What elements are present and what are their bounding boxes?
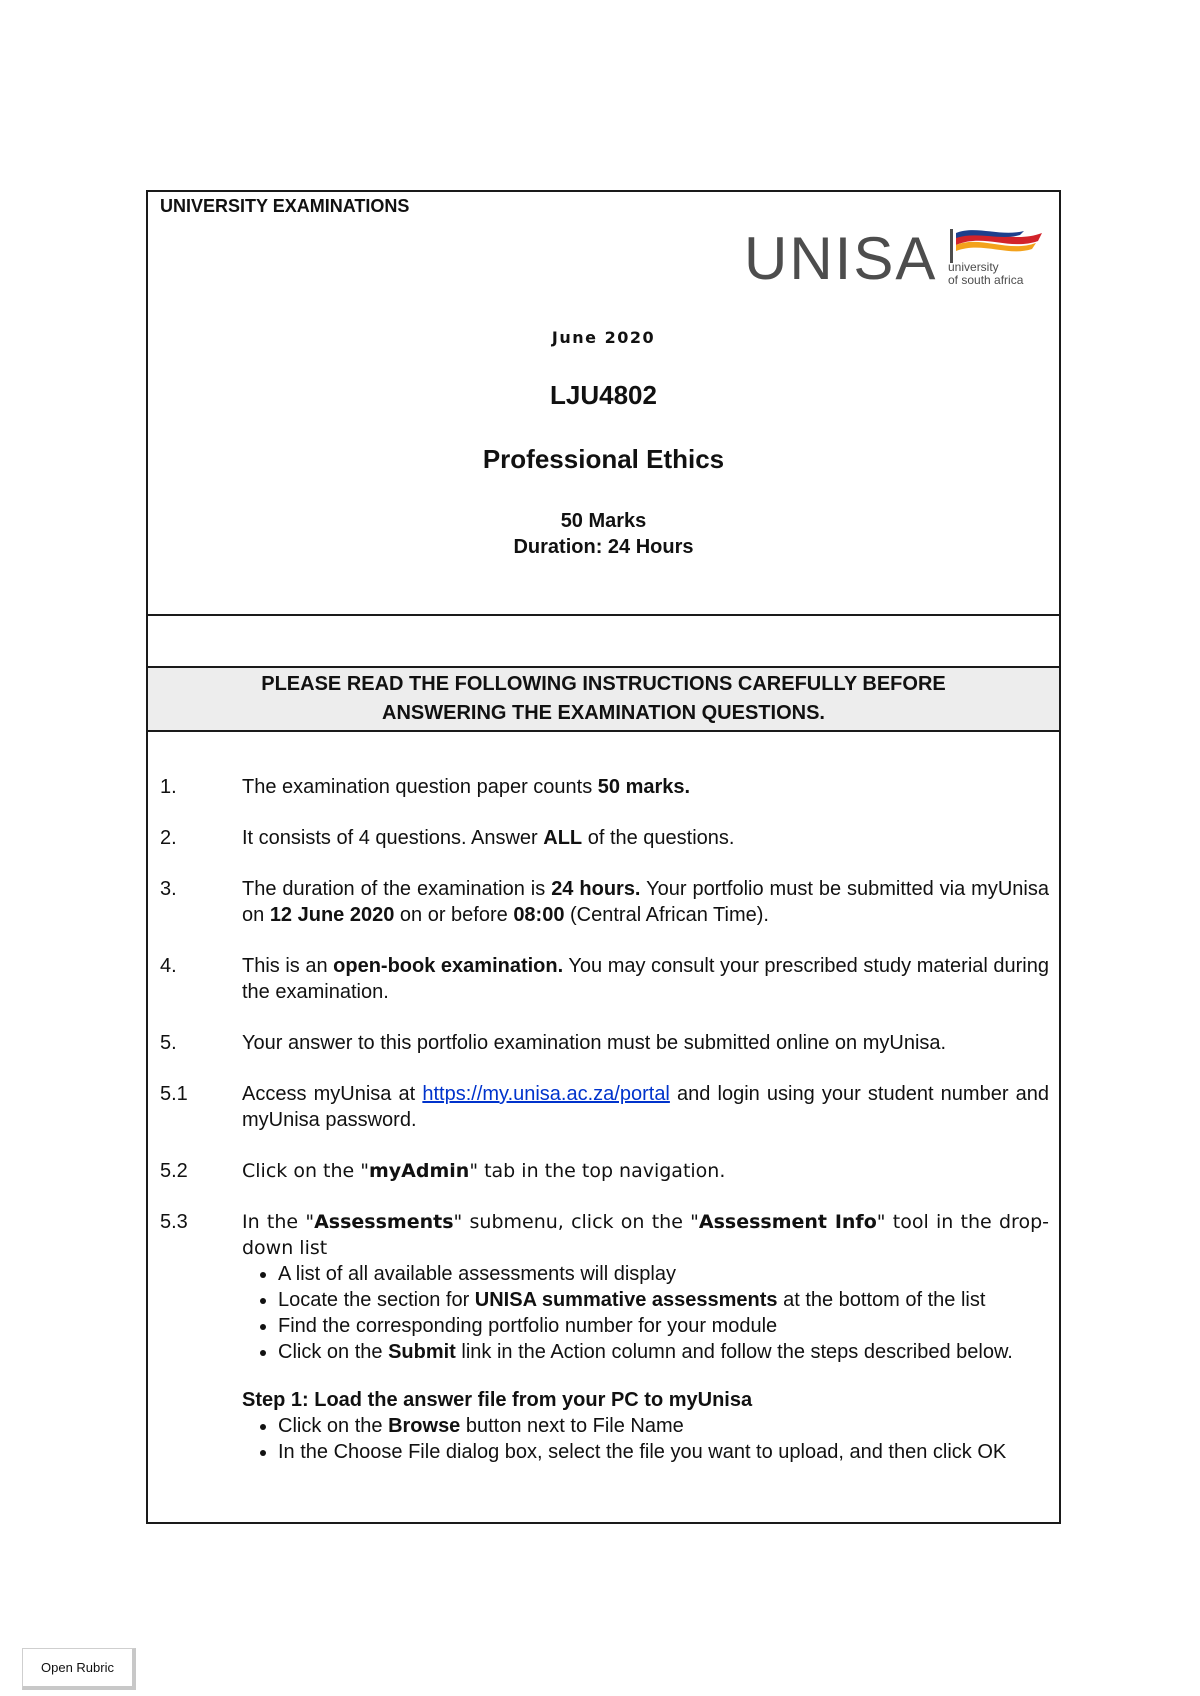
item-text: Your answer to this portfolio examination must be submitted online on myUnisa. [242,1032,947,1054]
instruction-item [160,1209,1049,1261]
instructions-heading-line1: PLEASE READ THE FOLLOWING INSTRUCTIONS CAREFULLY BEFORE [261,673,946,695]
item-text: The duration of the examination is 24 hours. Your portfolio must be submitted via myUnisa on 12 June 2020 on or before 08:00 (Central African Time). [242,878,1049,926]
open-rubric-button[interactable]: Open Rubric [22,1648,136,1690]
instruction-item [160,1158,1049,1184]
item-number: 4. [160,955,177,977]
item-number: 5.1 [160,1083,188,1105]
assessment-steps-list [242,1261,1049,1365]
logo-wordmark: UNISA [744,225,938,292]
item-number: 3. [160,878,177,900]
unisa-logo [744,225,1044,292]
instruction-item [160,953,1049,1005]
item-number: 5. [160,1032,177,1054]
step-1-list [242,1413,1049,1465]
myunisa-portal-link[interactable]: https://my.unisa.ac.za/portal [422,1083,670,1105]
university-examinations-label: UNIVERSITY EXAMINATIONS [160,196,410,216]
step-1-title: Step 1: Load the answer file from your PC to myUnisa [242,1389,753,1411]
exam-date: June 2020 [551,328,656,347]
instruction-item [160,1030,1049,1056]
list-item: • Find the corresponding portfolio number for your module [278,1313,1049,1339]
item-text: Click on the "myAdmin" tab in the top navigation. [242,1160,726,1182]
item-number: 5.3 [160,1211,188,1233]
logo-sub-line1: university [948,260,999,274]
item-text: In the "Assessments" submenu, click on the "Assessment Info" tool in the drop-down list [242,1211,1049,1259]
list-item: • A list of all available assessments will display [278,1261,1049,1287]
item-number: 2. [160,827,177,849]
item-text: Access myUnisa at https://my.unisa.ac.za/portal and login using your student number and myUnisa password. [242,1083,1049,1131]
list-item: • Click on the Browse button next to File Name [278,1413,1049,1439]
item-number: 1. [160,776,177,798]
blank-row [148,616,1059,668]
item-text: The examination question paper counts 50 marks. [242,776,691,798]
instruction-5-3-details [160,1261,1049,1465]
exam-duration: Duration: 24 Hours [513,536,694,558]
list-item: • In the Choose File dialog box, select the file you want to upload, and then click OK [278,1439,1049,1465]
list-item: • Click on the Submit link in the Action column and follow the steps described below. [278,1339,1049,1365]
instruction-item [160,825,1049,851]
total-marks: 50 Marks [560,510,647,532]
exam-paper-frame [146,190,1061,1524]
logo-sub-line2: of south africa [948,273,1024,287]
instruction-item [160,876,1049,928]
item-number: 5.2 [160,1160,188,1182]
list-item: • Locate the section for UNISA summative assessments at the bottom of the list [278,1287,1049,1313]
instruction-item [160,774,1049,800]
instructions-heading [148,668,1059,732]
module-title: Professional Ethics [482,444,725,474]
item-text: This is an open-book examination. You may consult your prescribed study material during the examination. [242,955,1049,1003]
cover-header [148,192,1059,616]
instruction-item [160,1081,1049,1133]
logo-subtitle [948,261,1023,287]
instructions-body [148,732,1059,1522]
flag-icon [950,227,1044,263]
module-code: LJU4802 [550,380,657,410]
instructions-heading-line2: ANSWERING THE EXAMINATION QUESTIONS. [382,702,825,724]
item-text: It consists of 4 questions. Answer ALL of the questions. [242,827,735,849]
